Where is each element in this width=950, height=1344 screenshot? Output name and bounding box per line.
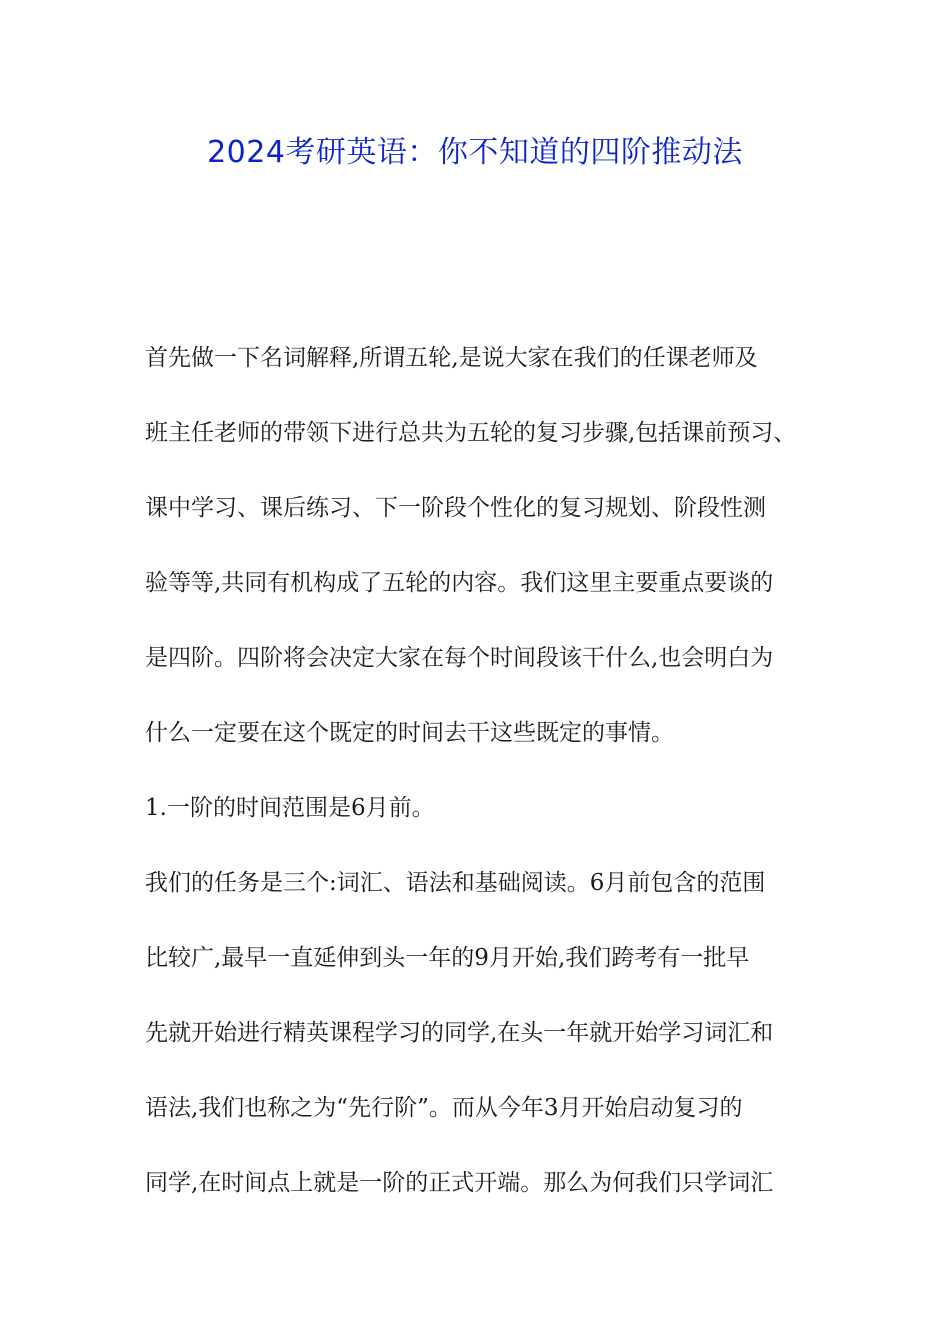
body-line: 比较广,最早一直延伸到头一年的9月开始,我们跨考有一批早 — [145, 945, 750, 971]
document-body — [145, 338, 835, 1238]
body-line: 班主任老师的带领下进行总共为五轮的复习步骤,包括课前预习、 — [145, 420, 797, 446]
body-line: 先就开始进行精英课程学习的同学,在头一年就开始学习词汇和 — [145, 1020, 774, 1046]
body-line: 什么一定要在这个既定的时间去干这些既定的事情。 — [145, 720, 674, 746]
body-line: 是四阶。四阶将会决定大家在每个时间段该干什么,也会明白为 — [145, 645, 774, 671]
body-line: 首先做一下名词解释,所谓五轮,是说大家在我们的任课老师及 — [145, 345, 758, 371]
document-title: 2024考研英语：你不知道的四阶推动法 — [207, 135, 743, 170]
body-line: 验等等,共同有机构成了五轮的内容。我们这里主要重点要谈的 — [145, 570, 774, 596]
body-line: 语法,我们也称之为“先行阶”。而从今年3月开始启动复习的 — [145, 1095, 743, 1121]
section-heading: 1.一阶的时间范围是6月前。 — [145, 795, 435, 821]
body-line: 同学,在时间点上就是一阶的正式开端。那么为何我们只学词汇 — [145, 1170, 774, 1196]
body-line: 课中学习、课后练习、下一阶段个性化的复习规划、阶段性测 — [145, 495, 766, 521]
body-line: 我们的任务是三个:词汇、语法和基础阅读。6月前包含的范围 — [145, 870, 766, 896]
